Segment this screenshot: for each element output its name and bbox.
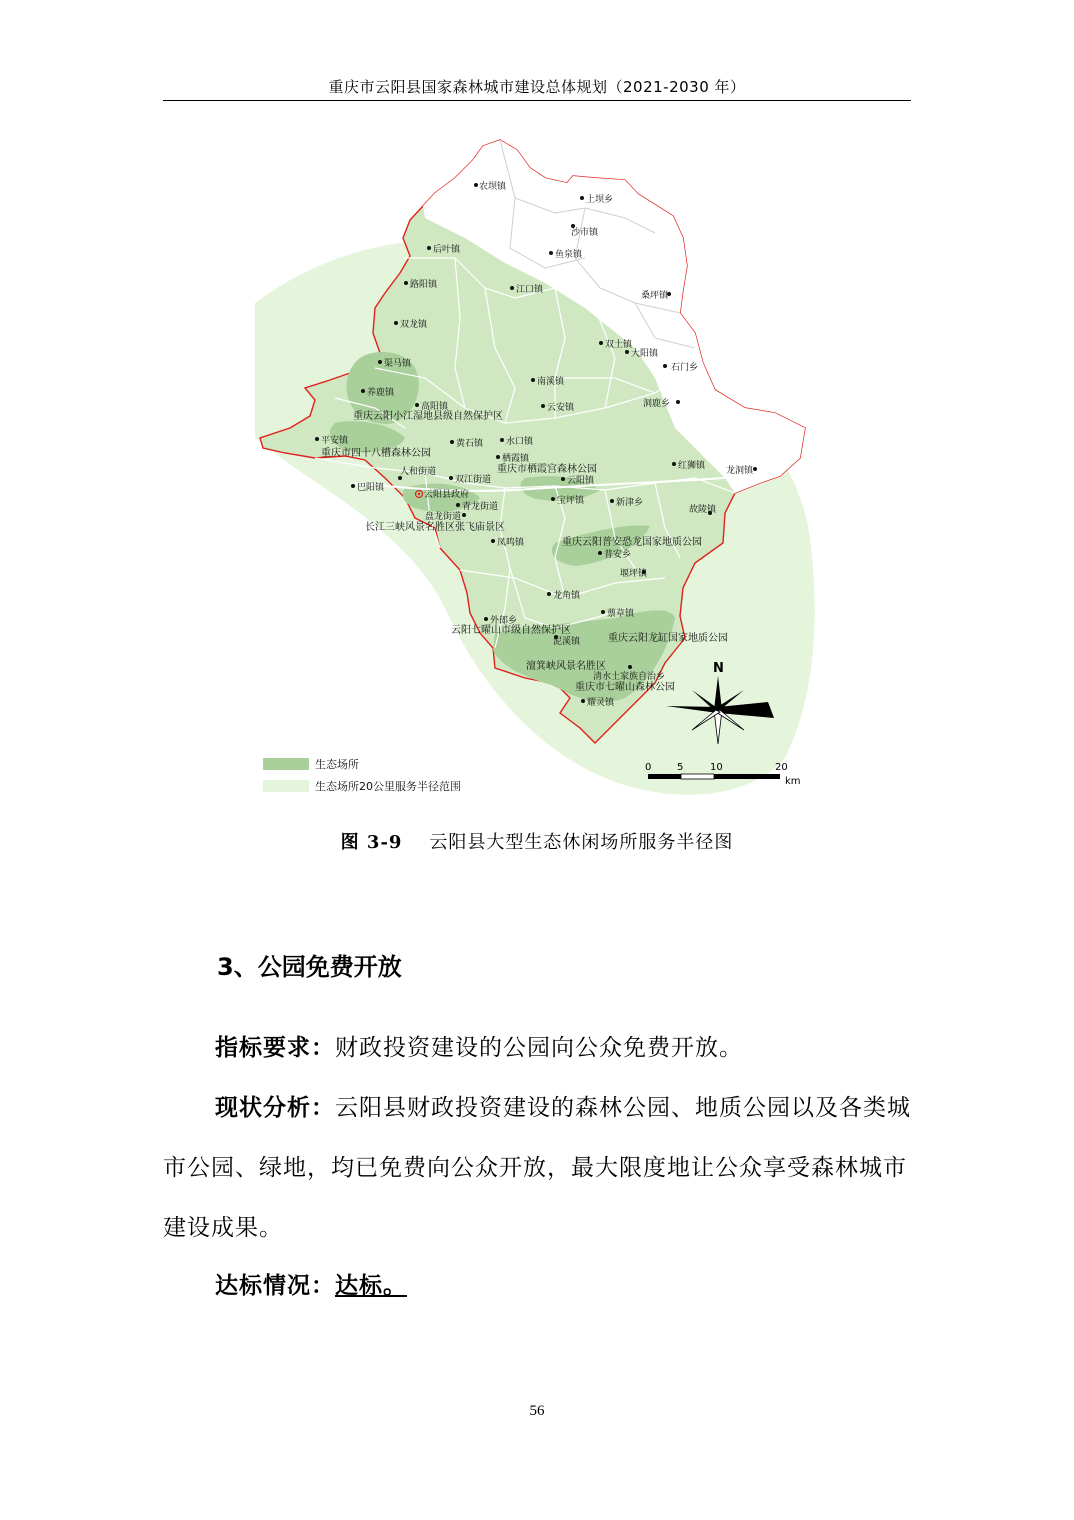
town-label: 黄石镇 [456,439,484,449]
town-label: 故陵镇 [689,505,717,515]
town-label: 云安镇 [547,403,575,413]
paragraph-text: 云阳县财政投资建设的森林公园、地质公园以及各类城市公园、绿地，均已免费向公众开放，最大限度地让公众享受森林城市建设成果。 [163,1095,911,1241]
town-label: 堰坪镇 [620,569,648,579]
town-label: 人和街道 [400,467,437,477]
town-label: 江口镇 [516,285,544,295]
park-label: 重庆市四十八槽森林公园 [321,448,431,459]
town-label: 高阳镇 [421,402,449,412]
town-label: 路阳镇 [410,280,438,290]
scale-tick-10: 10 [710,762,723,773]
town-label: 南溪镇 [537,377,565,387]
town-label: 宝坪镇 [557,496,585,506]
town-label: 石门乡 [671,363,699,373]
town-label: 外郎乡 [490,616,518,626]
park-label: 重庆云阳普安恐龙国家地质公园 [562,537,702,548]
scale-unit: km [785,776,801,787]
town-label: 栖霞镇 [502,454,530,464]
town-label: 泥溪镇 [553,637,581,647]
town-label: 双龙镇 [400,320,428,330]
figure-caption [0,828,1074,854]
town-label: 云阳镇 [567,476,595,486]
town-label: 龙角镇 [553,591,581,601]
legend-swatch-buffer [263,780,309,792]
town-label: 云阳县政府 [424,490,470,500]
town-label: 后叶镇 [433,245,461,255]
town-label: 凤鸣镇 [497,538,525,548]
town-label: 蔈草镇 [607,609,635,619]
legend-label-eco: 生态场所 [315,758,359,771]
park-label: 重庆云阳小江湿地县级自然保护区 [353,411,503,422]
park-label: 澶箕峡风景名胜区 [526,661,606,672]
town-label: 双江街道 [455,475,492,485]
park-label: 云阳七曜山市级自然保护区 [451,625,571,636]
town-label: 盘龙街道 [425,512,462,522]
section-title: 3、公园免费开放 [217,953,402,981]
town-label: 青龙街道 [462,502,499,512]
town-label: 洞鹿乡 [643,399,671,409]
town-label: 沙市镇 [571,228,599,238]
town-label: 新津乡 [616,498,644,508]
paragraph-requirement [163,1018,913,1078]
legend-label-buffer: 生态场所20公里服务半径范围 [315,780,461,793]
scale-tick-0: 0 [645,762,652,773]
town-label: 水口镇 [506,437,534,447]
north-label: N [713,661,724,676]
legend-swatch-eco [263,758,309,770]
town-label: 龙洞镇 [726,466,754,476]
town-label: 清水土家族自治乡 [593,672,666,682]
page-number: 56 [529,1403,545,1419]
scale-tick-20: 20 [775,762,788,773]
park-label: 重庆市七曜山森林公园 [575,682,675,693]
status-result: 达标。 [335,1273,407,1299]
page-header: 重庆市云阳县国家森林城市建设总体规划（2021-2030 年） [163,76,911,101]
paragraph-lead: 指标要求： [215,1035,335,1061]
town-label: 双土镇 [605,340,633,350]
town-label: 桑坪镇 [641,291,669,301]
town-label: 渠马镇 [384,359,412,369]
town-label: 上坝乡 [586,195,614,205]
park-label: 重庆市栖霞宫森林公园 [497,464,597,475]
town-label: 养鹿镇 [367,388,395,398]
figure-title: 云阳县大型生态休闲场所服务半径图 [429,832,734,853]
paragraph-text: 财政投资建设的公园向公众免费开放。 [335,1035,743,1061]
scale-tick-5: 5 [677,762,684,773]
paragraph-analysis [163,1078,913,1258]
town-label: 平安镇 [321,436,349,446]
town-label: 红狮镇 [678,461,706,471]
town-label: 普安乡 [604,550,632,560]
service-radius-map [255,138,815,808]
map-legend [263,757,461,793]
paragraph-status [163,1256,913,1316]
town-label: 鱼泉镇 [555,250,583,260]
park-label: 长江三峡风景名胜区张飞庙景区 [365,522,505,533]
town-label: 耀灵镇 [587,698,615,708]
park-label: 重庆云阳龙缸国家地质公园 [608,633,728,644]
figure-number: 图 3-9 [340,832,403,853]
town-label: 大阳镇 [631,349,659,359]
paragraph-lead: 达标情况： [215,1273,335,1299]
paragraph-lead: 现状分析： [215,1095,335,1121]
town-label: 农坝镇 [479,182,507,192]
town-label: 巴阳镇 [357,483,385,493]
